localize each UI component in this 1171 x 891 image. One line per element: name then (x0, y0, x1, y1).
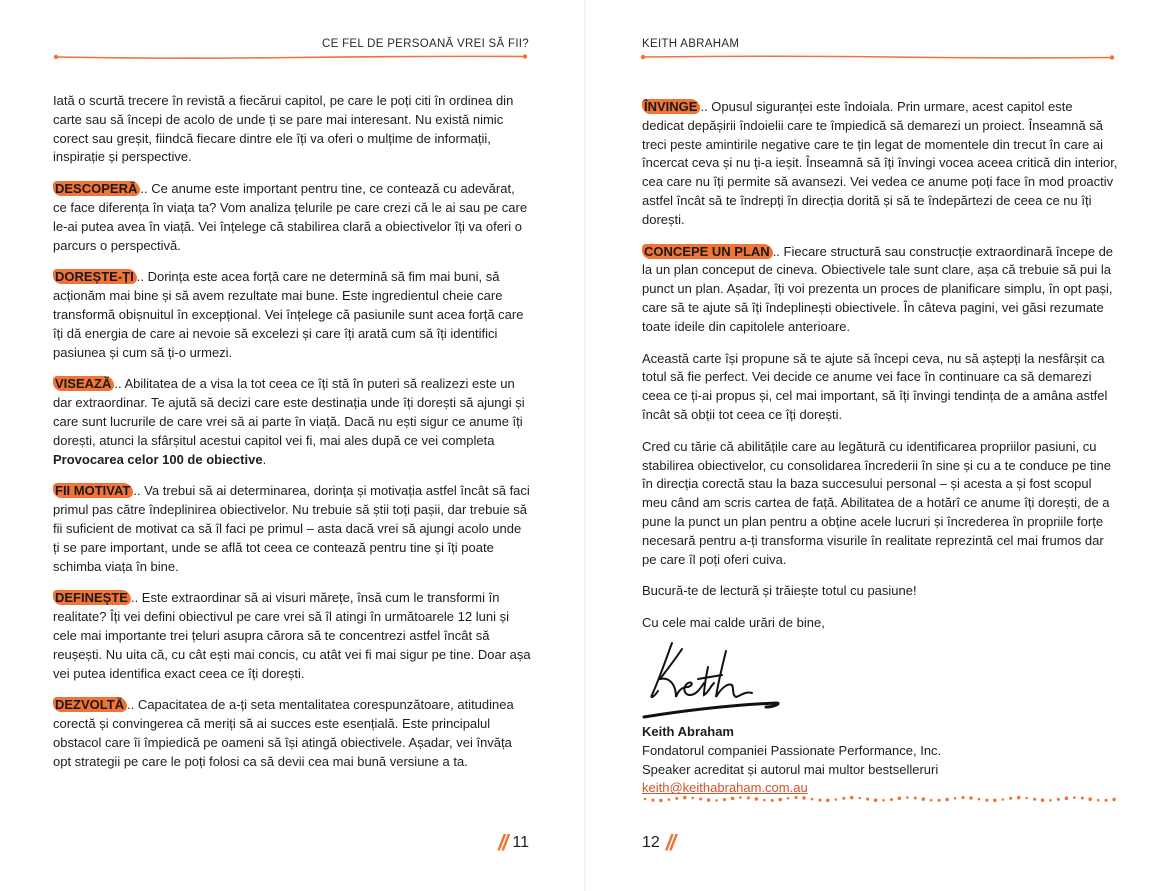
divider-dot (715, 799, 718, 802)
divider-dot (1017, 796, 1021, 800)
section-tail: . (262, 451, 267, 467)
divider-dot (1041, 798, 1045, 802)
divider-dot (707, 798, 711, 802)
divider-dot (691, 797, 694, 800)
section-text: .. Ce anume este important pentru tine, ce contează cu adevărat, ce face diferența în viața ta? Vom analiza țelurile pe care crezi că le ai sau pe care le-ai putea avea în viață. Vei înțelege că stabilirea clară a obiectivelor îți va oferi o parcurs o perspectivă. (53, 181, 528, 253)
section-text: .. Va trebui să ai determinarea, dorința și motivația astfel încât să faci primul pas către îndeplinirea obiectivelor. Nu trebuie să știi toți pașii, dar trebuie să fii suficient de motivat ca să îl faci pe primul – asta dacă vrei să ajungi acolo unde ți se pare important, unde se află tot ceea ce contează pentru tine și îți poate schimba viața în bine. (53, 483, 530, 574)
divider-dot (1073, 796, 1076, 799)
author-email-link[interactable]: keith@keithabraham.com.au (642, 780, 808, 796)
divider-dot (890, 798, 893, 801)
divider-dot (1057, 798, 1060, 801)
section-viseaza (53, 375, 531, 469)
divider-dot (993, 799, 997, 803)
divider-dot (739, 796, 742, 799)
highlight-label: DEFINEȘTE (53, 590, 131, 605)
divider-dot (802, 796, 806, 800)
divider-dot (906, 796, 909, 799)
handwritten-signature (642, 637, 792, 721)
section-doreste (53, 268, 531, 362)
author-signature-block (642, 723, 1118, 798)
header-rule-right (639, 53, 1116, 61)
right-page (586, 0, 1171, 891)
running-head-right: KEITH ABRAHAM (642, 38, 740, 50)
divider-dot (1009, 797, 1012, 800)
highlight-label: CONCEPE UN PLAN (642, 244, 773, 259)
divider-dot (1112, 798, 1116, 802)
section-invinge (642, 98, 1118, 230)
left-page (0, 0, 585, 891)
highlight-label: DOREȘTE-ȚI (53, 269, 137, 284)
divider-dot (795, 796, 798, 799)
divider-dot (699, 797, 702, 800)
folio-slashes: // (498, 830, 507, 855)
divider-dot (675, 797, 678, 800)
page-number: 12 (642, 834, 660, 851)
divider-dot (922, 797, 926, 801)
section-text: .. Dorința este acea forță care ne determină să fim mai buni, să acționăm mai bine și să avem rezultate mai bune. Este ingredientul cheie care transformă obișnuitul în excepțional. Vei înțelege că pasiunile sunt acea forță care îți dă energia de care ai nevoie să excelezi și care îți arată cum să îți identifici pasiunea și cum să ți-o urmezi. (53, 269, 524, 360)
divider-dot (842, 797, 845, 800)
divider-dot (1025, 797, 1028, 800)
section-text: .. Capacitatea de a-ți seta mentalitatea corespunzătoare, atitudinea corectă și convingerea că meriți să ai succes este esențială. Este principalul obstacol care îi împiedică pe oameni să își atingă obiectivele. Așadar, vei învăța opt strategii pe care le poți folosi ca să devii cea mai bună versiune a ta. (53, 697, 514, 769)
divider-dot (945, 798, 949, 802)
highlight-label: FII MOTIVAT (53, 483, 133, 498)
divider-dot (961, 796, 964, 799)
divider-dot (954, 797, 957, 800)
author-name: Keith Abraham (642, 723, 734, 739)
divider-dot (731, 797, 735, 801)
section-fii-motivat (53, 482, 531, 576)
divider-dot (787, 797, 790, 800)
divider-dot (978, 798, 981, 801)
highlight-label: DESCOPERĂ (53, 181, 140, 196)
author-role: Fondatorul companiei Passionate Performance, Inc. (642, 742, 942, 758)
header-rule-left (52, 53, 529, 61)
divider-dot (723, 798, 726, 801)
divider-dot (659, 799, 663, 803)
section-concepe-un-plan (642, 243, 1118, 337)
highlight-label: ÎNVINGE (642, 99, 700, 114)
page-folio-right (642, 830, 674, 856)
divider-dot (1088, 797, 1092, 801)
folio-slashes: // (665, 830, 675, 855)
divider-dot (938, 799, 941, 802)
divider-dot (651, 799, 654, 802)
divider-dot (826, 799, 830, 803)
right-body-text (642, 98, 1118, 798)
divider-dot (1002, 798, 1005, 801)
section-descopera (53, 180, 531, 255)
intro-paragraph: Iată o scurtă trecere în revistă a fiecărui capitol, pe care le poți citi în ordinea din carte sau să începi de acolo de unde ți se pare mai interesant. Nu există nimic corect sau greșit, fiindcă fiecare dintre ele îți va oferi o mulțime de informații, inspirație și perspective. (53, 93, 514, 165)
divider-dot (874, 798, 878, 802)
divider-dot (969, 796, 973, 800)
section-dezvolta (53, 696, 531, 771)
body-paragraph: Această carte își propune să te ajute să începi ceva, nu să aștepți la nesfârșit ca totul să fie perfect. Vei decide ce anume vei face în continuare ca să demarezi ceea ce ți-ai propus și, cel mai important, să îți învingi tendința de a amâna astfel încât să obții tot ceea ce îți dorești. (642, 350, 1108, 422)
divider-dot (771, 799, 774, 802)
highlight-label: DEZVOLTĂ (53, 697, 127, 712)
divider-dot (811, 798, 814, 801)
page-folio-left (498, 830, 529, 856)
divider-dot (778, 798, 782, 802)
closing-line: Bucură-te de lectură și trăiește totul cu pasiune! (642, 583, 917, 599)
divider-dot (683, 796, 687, 800)
section-defineste (53, 589, 531, 683)
divider-dot (818, 799, 821, 802)
page-number: 11 (512, 834, 529, 851)
section-text: .. Este extraordinar să ai visuri mărețe, însă cum le transformi în realitate? Îți vei defini obiectivul pe care vrei să îl atingi în următoarele 12 luni și cele mai importante trei țeluri asupra cărora să te concentrezi astfel încât să reușești. Nu uita că, cu cât ești mai concis, cu atât vei fi mai sigur pe tine. Doar așa vei putea identifica exact ceea ce îți dorești. (53, 590, 531, 681)
divider-dot (882, 799, 885, 802)
body-paragraph: Cred cu tărie că abilitățile care au legătură cu identificarea propriilor pasiuni, cu stabilirea obiectivelor, cu consolidarea încrederii în sine și cu a te conduce pe tine în direcția corectă stau la baza succesului personal – și acesta a și fost scopul meu când am scris cartea de față. Abilitatea de a hotărî ce anume îți dorești, de a pune la punct un plan pentru a obține acele lucruri și încrederea în propriile forțe necesară pentru a-ți transforma visurile în realitate reprezintă cel mai frumos dar pe care îl poți oferi cuiva. (642, 438, 1111, 567)
divider-dot (985, 799, 988, 802)
divider-dot (930, 799, 933, 802)
divider-dot (1033, 798, 1036, 801)
left-body-text (53, 92, 531, 785)
divider-dot (1105, 799, 1108, 802)
divider-dot (850, 796, 854, 800)
divider-dot (858, 797, 861, 800)
divider-dot (763, 799, 766, 802)
divider-dot (1065, 796, 1069, 800)
greeting-line: Cu cele mai calde urări de bine, (642, 615, 825, 631)
author-role: Speaker acreditat și autorul mai multor bestselleruri (642, 761, 939, 777)
divider-dot (668, 798, 671, 801)
divider-dot (747, 796, 750, 799)
section-text: .. Fiecare structură sau construcție extraordinară începe de la un plan conceput de cineva. Obiectivele tale sunt clare, așa că trebuie să pui la punct un plan. Așadar, îți voi prezenta un proces de planificare simplu, în opt pași, care să te ajute să îți îndeplinești obiectivele. În câteva pagini, vei găsi rezumate toate ideile din capitolele anterioare. (642, 243, 1114, 334)
running-head-left: CE FEL DE PERSOANĂ VREI SĂ FII? (322, 38, 529, 50)
divider-dot (1081, 796, 1084, 799)
divider-dot (914, 796, 917, 799)
highlight-label: VISEAZĂ (53, 376, 114, 391)
divider-dot (644, 798, 647, 801)
divider-dot (755, 797, 759, 801)
divider-dot (866, 798, 869, 801)
section-text: .. Abilitatea de a visa la tot ceea ce îți stă în puteri să realizezi este un dar extraordinar. Te ajută să decizi care este destinația unde îți dorești să ajungi și care sunt lucrurile de care vrei să ai parte în viață. Dacă nu ești sigur ce anume îți dorești, atunci la sfârșitul acestui capitol vei fi, mai ales după ce vei completa (53, 376, 525, 448)
divider-dot (898, 797, 902, 801)
bold-challenge: Provocarea celor 100 de obiective (53, 451, 263, 467)
section-text: .. Opusul siguranței este îndoiala. Prin urmare, acest capitol este dedicat depășirii îndoielii care te împiedică să demarezi un proiect. Înseamnă să treci peste amintirile negative care te țin legat de momentele din trecut în care ai încercat ceva și nu ți-a ieșit. Înseamnă să îți învingi vocea aceea critică din interior, cea care nu îți permite să avansezi. Vei vedea ce anume poți face în mod proactiv astfel încât să te îndrepți în direcția dorită și să te îndepărtezi de ceea ce nu îți dorești. (642, 99, 1118, 227)
divider-dot (1049, 799, 1052, 802)
divider-dot (835, 798, 838, 801)
dotted-divider (642, 793, 1120, 805)
divider-dot (1097, 799, 1100, 802)
